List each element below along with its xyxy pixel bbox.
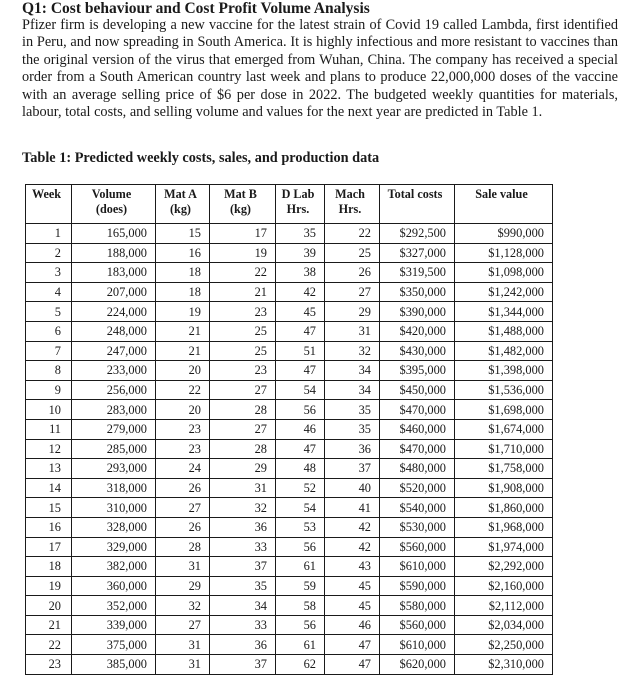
table-body [26, 224, 553, 675]
cell-week: 5 [26, 302, 72, 322]
cell-volume: 285,000 [72, 439, 156, 459]
cell-mach: 37 [325, 459, 380, 479]
cell-total-costs: $327,000 [380, 243, 455, 263]
table-row [26, 263, 553, 283]
cell-sale-value: $1,488,000 [455, 321, 553, 341]
cell-sale-value: $1,758,000 [455, 459, 553, 479]
cell-d-lab: 46 [276, 419, 325, 439]
cell-mat-b: 29 [210, 459, 276, 479]
cell-mat-b: 22 [210, 263, 276, 283]
table-row [26, 655, 553, 675]
cell-week: 3 [26, 263, 72, 283]
table-row [26, 557, 553, 577]
cell-volume: 293,000 [72, 459, 156, 479]
cell-mach: 42 [325, 537, 380, 557]
table-row [26, 224, 553, 244]
cell-volume: 385,000 [72, 655, 156, 675]
cell-sale-value: $1,974,000 [455, 537, 553, 557]
cell-sale-value: $1,098,000 [455, 263, 553, 283]
cell-volume: 283,000 [72, 400, 156, 420]
cell-sale-value: $1,536,000 [455, 380, 553, 400]
cell-volume: 224,000 [72, 302, 156, 322]
question-body: Pfizer firm is developing a new vaccine for the latest strain of Covid 19 called Lambda, first identified in Peru, and now spreading in South America. It is highly infectious and more resistant to vaccines than the original version of the virus that emerged from Wuhan, China. The company has received a special order from a South American country last week and plans to produce 22,000,000 doses of the vaccine with an average selling price of $6 per dose in 2022. The budgeted weekly quantities for materials, labour, total costs, and selling volume and values for the next year are predicted in Table 1. [22, 17, 618, 121]
cell-mach: 22 [325, 224, 380, 244]
cell-mach: 45 [325, 576, 380, 596]
table-row [26, 498, 553, 518]
cell-mat-b: 23 [210, 361, 276, 381]
cell-week: 18 [26, 557, 72, 577]
cell-sale-value: $1,344,000 [455, 302, 553, 322]
cell-mat-b: 31 [210, 478, 276, 498]
cell-volume: 310,000 [72, 498, 156, 518]
cell-mat-b: 17 [210, 224, 276, 244]
cell-total-costs: $420,000 [380, 321, 455, 341]
cell-mach: 41 [325, 498, 380, 518]
table-caption: Table 1: Predicted weekly costs, sales, and production data [22, 150, 380, 166]
cell-sale-value: $2,112,000 [455, 596, 553, 616]
cell-week: 13 [26, 459, 72, 479]
cell-volume: 188,000 [72, 243, 156, 263]
cell-mat-a: 21 [156, 341, 210, 361]
header-mach: Mach Hrs. [325, 185, 380, 224]
cell-mach: 25 [325, 243, 380, 263]
cell-week: 7 [26, 341, 72, 361]
cell-d-lab: 56 [276, 615, 325, 635]
cell-mat-a: 32 [156, 596, 210, 616]
cell-volume: 352,000 [72, 596, 156, 616]
cell-volume: 375,000 [72, 635, 156, 655]
cell-mat-b: 27 [210, 380, 276, 400]
cell-mach: 47 [325, 655, 380, 675]
cell-volume: 248,000 [72, 321, 156, 341]
cell-total-costs: $395,000 [380, 361, 455, 381]
table-row [26, 361, 553, 381]
header-total-costs: Total costs [380, 185, 455, 224]
cell-sale-value: $990,000 [455, 224, 553, 244]
cell-volume: 382,000 [72, 557, 156, 577]
cell-mat-b: 32 [210, 498, 276, 518]
table-row [26, 380, 553, 400]
cell-total-costs: $350,000 [380, 282, 455, 302]
cell-volume: 247,000 [72, 341, 156, 361]
cell-week: 19 [26, 576, 72, 596]
cell-mach: 36 [325, 439, 380, 459]
cell-mat-a: 20 [156, 400, 210, 420]
cell-mat-a: 27 [156, 498, 210, 518]
cell-mat-a: 22 [156, 380, 210, 400]
cell-week: 11 [26, 419, 72, 439]
cell-d-lab: 47 [276, 439, 325, 459]
cell-mach: 43 [325, 557, 380, 577]
cell-mat-b: 34 [210, 596, 276, 616]
table-row [26, 321, 553, 341]
cell-total-costs: $560,000 [380, 615, 455, 635]
table-row [26, 478, 553, 498]
cell-total-costs: $540,000 [380, 498, 455, 518]
cell-d-lab: 62 [276, 655, 325, 675]
cell-d-lab: 54 [276, 498, 325, 518]
cell-mat-a: 18 [156, 263, 210, 283]
cell-week: 17 [26, 537, 72, 557]
cell-mat-b: 27 [210, 419, 276, 439]
cell-sale-value: $1,968,000 [455, 517, 553, 537]
cell-d-lab: 56 [276, 537, 325, 557]
cell-mat-b: 37 [210, 557, 276, 577]
cell-week: 12 [26, 439, 72, 459]
cell-week: 8 [26, 361, 72, 381]
cell-week: 22 [26, 635, 72, 655]
cell-total-costs: $560,000 [380, 537, 455, 557]
weekly-data-table [25, 184, 553, 675]
cell-total-costs: $460,000 [380, 419, 455, 439]
cell-mat-b: 19 [210, 243, 276, 263]
header-volume: Volume (does) [72, 185, 156, 224]
cell-mat-b: 28 [210, 439, 276, 459]
cell-mat-a: 24 [156, 459, 210, 479]
cell-mat-b: 36 [210, 517, 276, 537]
cell-sale-value: $1,128,000 [455, 243, 553, 263]
cell-sale-value: $2,250,000 [455, 635, 553, 655]
table-row [26, 635, 553, 655]
cell-d-lab: 61 [276, 635, 325, 655]
cell-volume: 318,000 [72, 478, 156, 498]
cell-total-costs: $590,000 [380, 576, 455, 596]
cell-volume: 328,000 [72, 517, 156, 537]
cell-mat-b: 23 [210, 302, 276, 322]
cell-volume: 183,000 [72, 263, 156, 283]
cell-sale-value: $2,160,000 [455, 576, 553, 596]
cell-mach: 34 [325, 361, 380, 381]
cell-volume: 360,000 [72, 576, 156, 596]
cell-total-costs: $610,000 [380, 557, 455, 577]
cell-d-lab: 47 [276, 361, 325, 381]
cell-mat-a: 31 [156, 655, 210, 675]
cell-mat-b: 25 [210, 321, 276, 341]
cell-week: 1 [26, 224, 72, 244]
cell-week: 16 [26, 517, 72, 537]
cell-d-lab: 39 [276, 243, 325, 263]
cell-d-lab: 48 [276, 459, 325, 479]
cell-mach: 46 [325, 615, 380, 635]
cell-d-lab: 54 [276, 380, 325, 400]
cell-mach: 27 [325, 282, 380, 302]
cell-d-lab: 51 [276, 341, 325, 361]
cell-total-costs: $580,000 [380, 596, 455, 616]
cell-d-lab: 56 [276, 400, 325, 420]
cell-mach: 26 [325, 263, 380, 283]
cell-sale-value: $1,674,000 [455, 419, 553, 439]
cell-total-costs: $292,500 [380, 224, 455, 244]
cell-mat-a: 31 [156, 557, 210, 577]
cell-total-costs: $390,000 [380, 302, 455, 322]
cell-mat-a: 23 [156, 419, 210, 439]
cell-week: 23 [26, 655, 72, 675]
cell-week: 6 [26, 321, 72, 341]
cell-d-lab: 53 [276, 517, 325, 537]
cell-sale-value: $1,242,000 [455, 282, 553, 302]
cell-mat-b: 33 [210, 615, 276, 635]
cell-total-costs: $480,000 [380, 459, 455, 479]
table-row [26, 459, 553, 479]
cell-total-costs: $450,000 [380, 380, 455, 400]
cell-mach: 31 [325, 321, 380, 341]
cell-mat-b: 21 [210, 282, 276, 302]
table-row [26, 517, 553, 537]
cell-total-costs: $530,000 [380, 517, 455, 537]
header-d-lab: D Lab Hrs. [276, 185, 325, 224]
cell-mat-b: 28 [210, 400, 276, 420]
cell-mach: 34 [325, 380, 380, 400]
cell-mat-a: 29 [156, 576, 210, 596]
cell-mat-b: 25 [210, 341, 276, 361]
cell-mat-b: 35 [210, 576, 276, 596]
cell-total-costs: $470,000 [380, 400, 455, 420]
header-mat-a: Mat A (kg) [156, 185, 210, 224]
cell-sale-value: $1,908,000 [455, 478, 553, 498]
cell-total-costs: $319,500 [380, 263, 455, 283]
cell-mat-a: 31 [156, 635, 210, 655]
cell-mach: 35 [325, 419, 380, 439]
cell-volume: 165,000 [72, 224, 156, 244]
header-mat-b: Mat B (kg) [210, 185, 276, 224]
cell-week: 2 [26, 243, 72, 263]
cell-total-costs: $470,000 [380, 439, 455, 459]
cell-week: 15 [26, 498, 72, 518]
cell-total-costs: $620,000 [380, 655, 455, 675]
cell-d-lab: 61 [276, 557, 325, 577]
cell-mat-a: 26 [156, 478, 210, 498]
cell-week: 4 [26, 282, 72, 302]
cell-mat-a: 16 [156, 243, 210, 263]
cell-d-lab: 45 [276, 302, 325, 322]
cell-mach: 40 [325, 478, 380, 498]
header-week: Week [26, 185, 72, 224]
cell-volume: 339,000 [72, 615, 156, 635]
cell-d-lab: 35 [276, 224, 325, 244]
cell-volume: 329,000 [72, 537, 156, 557]
cell-mat-a: 21 [156, 321, 210, 341]
cell-week: 14 [26, 478, 72, 498]
cell-week: 20 [26, 596, 72, 616]
cell-mach: 45 [325, 596, 380, 616]
table-row [26, 400, 553, 420]
cell-mach: 32 [325, 341, 380, 361]
table-row [26, 282, 553, 302]
cell-mach: 35 [325, 400, 380, 420]
cell-d-lab: 59 [276, 576, 325, 596]
cell-mat-a: 27 [156, 615, 210, 635]
cell-volume: 233,000 [72, 361, 156, 381]
cell-mat-b: 36 [210, 635, 276, 655]
question-title: Q1: Cost behaviour and Cost Profit Volume Analysis [22, 0, 370, 17]
cell-sale-value: $2,310,000 [455, 655, 553, 675]
table-row [26, 615, 553, 635]
cell-sale-value: $1,710,000 [455, 439, 553, 459]
table-row [26, 302, 553, 322]
cell-d-lab: 58 [276, 596, 325, 616]
table-row [26, 596, 553, 616]
cell-sale-value: $1,482,000 [455, 341, 553, 361]
table-row [26, 419, 553, 439]
header-sale-value: Sale value [455, 185, 553, 224]
cell-sale-value: $1,398,000 [455, 361, 553, 381]
cell-mat-a: 19 [156, 302, 210, 322]
cell-sale-value: $2,034,000 [455, 615, 553, 635]
cell-mat-b: 33 [210, 537, 276, 557]
table-row [26, 341, 553, 361]
table-header-row [26, 185, 553, 224]
cell-mat-a: 26 [156, 517, 210, 537]
cell-week: 9 [26, 380, 72, 400]
cell-sale-value: $1,698,000 [455, 400, 553, 420]
cell-mat-a: 23 [156, 439, 210, 459]
cell-sale-value: $2,292,000 [455, 557, 553, 577]
cell-d-lab: 38 [276, 263, 325, 283]
cell-total-costs: $610,000 [380, 635, 455, 655]
cell-d-lab: 47 [276, 321, 325, 341]
cell-volume: 279,000 [72, 419, 156, 439]
cell-mat-b: 37 [210, 655, 276, 675]
cell-mat-a: 18 [156, 282, 210, 302]
cell-total-costs: $520,000 [380, 478, 455, 498]
cell-week: 21 [26, 615, 72, 635]
table-row [26, 576, 553, 596]
cell-week: 10 [26, 400, 72, 420]
cell-mach: 29 [325, 302, 380, 322]
cell-mach: 42 [325, 517, 380, 537]
cell-total-costs: $430,000 [380, 341, 455, 361]
table-row [26, 537, 553, 557]
cell-mat-a: 20 [156, 361, 210, 381]
cell-volume: 256,000 [72, 380, 156, 400]
cell-mach: 47 [325, 635, 380, 655]
table-row [26, 243, 553, 263]
cell-volume: 207,000 [72, 282, 156, 302]
cell-sale-value: $1,860,000 [455, 498, 553, 518]
cell-mat-a: 15 [156, 224, 210, 244]
cell-mat-a: 28 [156, 537, 210, 557]
table-row [26, 439, 553, 459]
cell-d-lab: 42 [276, 282, 325, 302]
cell-d-lab: 52 [276, 478, 325, 498]
